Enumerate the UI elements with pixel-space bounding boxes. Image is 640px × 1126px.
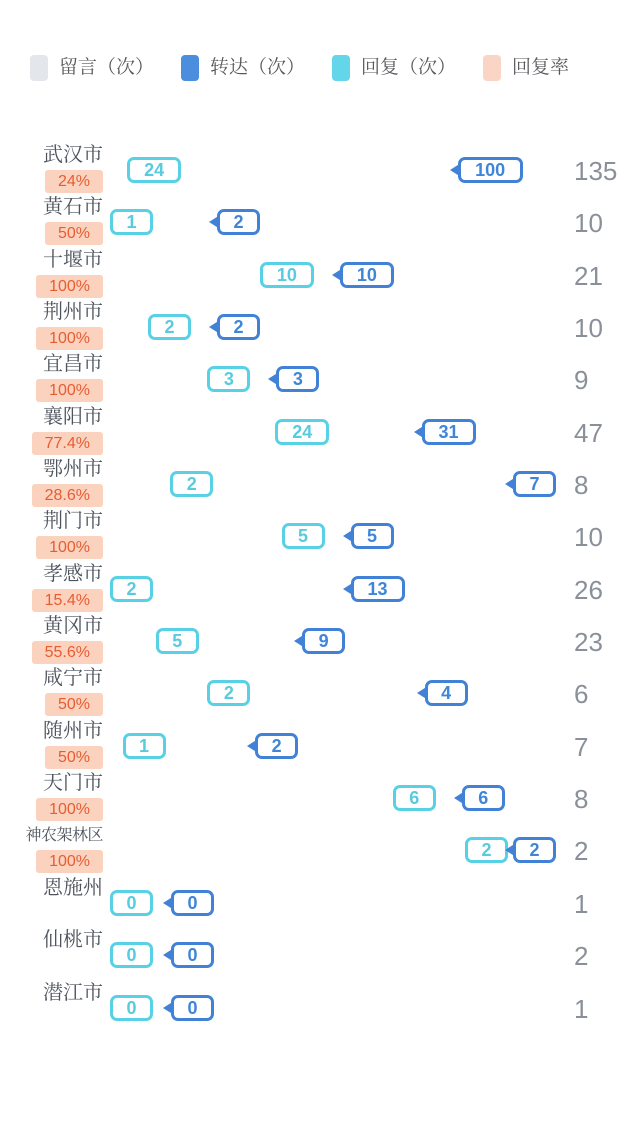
forwarded-value-box: [217, 314, 260, 340]
reply-rate-badge: 50%: [45, 222, 103, 245]
total-count: 1: [574, 993, 589, 1024]
city-label: 随州市: [43, 719, 103, 742]
legend-swatch-icon: [332, 55, 350, 81]
legend-label: 回复（次）: [361, 57, 457, 78]
city-label: 荆州市: [43, 301, 103, 324]
bar-track[interactable]: [110, 363, 570, 399]
city-label: 鄂州市: [43, 458, 103, 481]
forwarded-value-box: [351, 576, 405, 602]
replies-value-box: 24: [127, 157, 181, 183]
chart-row: [0, 458, 640, 510]
bar-track[interactable]: [110, 416, 570, 452]
row-left-column: [0, 667, 103, 716]
arrow-left-icon: [450, 163, 461, 177]
city-label: 神农架林区: [25, 827, 103, 845]
row-left-column: [0, 824, 103, 873]
bar-track[interactable]: [110, 782, 570, 818]
arrow-left-icon: [163, 948, 174, 962]
replies-value-box: 5: [282, 523, 325, 549]
chart-row: [0, 406, 640, 458]
arrow-left-icon: [505, 477, 516, 491]
chart-row: [0, 877, 640, 929]
reply-rate-badge: 15.4%: [32, 589, 103, 612]
forwarded-value-box: [171, 890, 214, 916]
forwarded-value: 6: [478, 788, 489, 809]
total-count: 23: [574, 627, 603, 658]
chart-row: [0, 667, 640, 719]
reply-rate-badge: 100%: [36, 379, 103, 402]
forwarded-value: 7: [529, 474, 540, 495]
row-left-column: [0, 563, 103, 612]
legend-swatch-icon: [483, 55, 501, 81]
reply-rate-badge: 28.6%: [32, 484, 103, 507]
bar-track[interactable]: [110, 154, 570, 190]
replies-value-box: 2: [148, 314, 191, 340]
bar-track[interactable]: [110, 625, 570, 661]
arrow-left-icon: [343, 529, 354, 543]
replies-value-box: 3: [207, 366, 250, 392]
replies-value-box: 24: [275, 419, 329, 445]
chart-row: [0, 772, 640, 824]
bar-track[interactable]: [110, 206, 570, 242]
arrow-left-icon: [209, 215, 220, 229]
forwarded-value-box: [276, 366, 319, 392]
reply-rate-badge: 55.6%: [32, 641, 103, 664]
total-count: 26: [574, 574, 603, 605]
row-left-column: [0, 615, 103, 664]
forwarded-value: 2: [233, 317, 244, 338]
reply-rate-badge: 100%: [36, 536, 103, 559]
city-label: 天门市: [43, 772, 103, 795]
total-count: 10: [574, 522, 603, 553]
arrow-left-icon: [505, 843, 516, 857]
replies-value-box: 0: [110, 995, 153, 1021]
replies-value-box: 5: [156, 628, 199, 654]
forwarded-value: 9: [318, 631, 329, 652]
city-label: 咸宁市: [43, 667, 103, 690]
legend-item-reply-rate[interactable]: [483, 55, 569, 81]
bar-track[interactable]: [110, 887, 570, 923]
forwarded-value-box: [171, 942, 214, 968]
forwarded-value-box: [513, 471, 556, 497]
reply-rate-badge: 50%: [45, 693, 103, 716]
city-label: 孝感市: [43, 562, 103, 585]
city-label: 仙桃市: [43, 929, 103, 952]
city-label: 武汉市: [43, 144, 103, 166]
total-count: 8: [574, 784, 589, 815]
total-count: 2: [574, 941, 589, 972]
chart-legend: [30, 55, 596, 81]
reply-rate-badge: 100%: [36, 275, 103, 298]
chart-row: [0, 563, 640, 615]
reply-rate-badge: 100%: [36, 798, 103, 821]
arrow-left-icon: [414, 425, 425, 439]
forwarded-value: 3: [292, 369, 303, 390]
chart-row: [0, 720, 640, 772]
row-left-column: [0, 144, 103, 193]
replies-value-box: 1: [123, 733, 166, 759]
row-left-column: [0, 510, 103, 559]
chart-row: [0, 929, 640, 981]
chart-row: [0, 249, 640, 301]
reply-rate-badge: 100%: [36, 327, 103, 350]
forwarded-value: 0: [187, 997, 198, 1018]
forwarded-value: 2: [233, 212, 244, 233]
total-count: 2: [574, 836, 589, 867]
total-count: 135: [574, 156, 618, 186]
replies-value-box: 2: [207, 680, 250, 706]
chart-row: [0, 144, 640, 196]
chart-rows: [0, 144, 640, 1034]
row-left-column: [0, 406, 103, 455]
total-count: 1: [574, 888, 589, 919]
bar-track[interactable]: [110, 834, 570, 870]
total-count: 10: [574, 208, 603, 239]
replies-value-box: 0: [110, 890, 153, 916]
bar-track[interactable]: [110, 939, 570, 975]
row-left-column: [0, 458, 103, 507]
bar-track[interactable]: [110, 520, 570, 556]
city-label: 襄阳市: [43, 405, 103, 428]
legend-item-replies[interactable]: [332, 55, 456, 81]
forwarded-value-box: [171, 995, 214, 1021]
arrow-left-icon: [294, 634, 305, 648]
row-left-column: [0, 982, 103, 1005]
row-left-column: [0, 720, 103, 769]
legend-swatch-icon: [181, 55, 199, 81]
forwarded-value-box: [422, 419, 476, 445]
chart-row: [0, 301, 640, 353]
arrow-left-icon: [343, 582, 354, 596]
reply-rate-badge: 50%: [45, 746, 103, 769]
total-count: 21: [574, 260, 603, 291]
total-count: 7: [574, 731, 589, 762]
legend-label: 留言（次）: [59, 57, 155, 78]
bar-track[interactable]: [110, 311, 570, 347]
bar-track[interactable]: [110, 259, 570, 295]
chart-row: [0, 353, 640, 405]
legend-item-messages[interactable]: [30, 55, 154, 81]
city-label: 荆门市: [43, 510, 103, 533]
row-left-column: [0, 249, 103, 298]
city-label: 宜昌市: [43, 353, 103, 376]
forwarded-value: 2: [271, 735, 282, 756]
forwarded-value: 10: [356, 264, 377, 285]
bar-track[interactable]: [110, 730, 570, 766]
replies-value-box: 2: [170, 471, 213, 497]
row-left-column: [0, 196, 103, 245]
legend-label: 回复率: [512, 57, 570, 78]
replies-value-box: 0: [110, 942, 153, 968]
bar-track[interactable]: [110, 677, 570, 713]
row-left-column: [0, 772, 103, 821]
bar-track[interactable]: [110, 573, 570, 609]
reply-rate-badge: 100%: [36, 850, 103, 873]
reply-rate-badge: 24%: [45, 170, 103, 193]
row-left-column: [0, 301, 103, 350]
bar-track[interactable]: [110, 468, 570, 504]
legend-swatch-icon: [30, 55, 48, 81]
arrow-left-icon: [163, 1001, 174, 1015]
forwarded-value: 4: [441, 683, 452, 704]
forwarded-value: 0: [187, 945, 198, 966]
forwarded-value-box: [217, 209, 260, 235]
forwarded-value-box: [340, 262, 394, 288]
bar-track[interactable]: [110, 992, 570, 1028]
chart-row: [0, 982, 640, 1034]
arrow-left-icon: [417, 686, 428, 700]
forwarded-value-box: [351, 523, 394, 549]
forwarded-value-box: [458, 157, 523, 183]
chart-row: [0, 824, 640, 876]
replies-value-box: 6: [393, 785, 436, 811]
total-count: 47: [574, 417, 603, 448]
arrow-left-icon: [209, 320, 220, 334]
row-left-column: [0, 877, 103, 900]
replies-value-box: 2: [110, 576, 153, 602]
replies-value-box: 10: [260, 262, 314, 288]
replies-value-box: 2: [465, 837, 508, 863]
city-label: 黄石市: [43, 196, 103, 219]
chart-row: [0, 196, 640, 248]
total-count: 10: [574, 313, 603, 344]
city-label: 潜江市: [43, 981, 103, 1004]
legend-label: 转达（次）: [210, 57, 306, 78]
total-count: 6: [574, 679, 589, 710]
row-left-column: [0, 929, 103, 952]
arrow-left-icon: [268, 372, 279, 386]
chart-row: [0, 615, 640, 667]
forwarded-value: 2: [529, 840, 540, 861]
forwarded-value: 100: [475, 160, 506, 180]
total-count: 8: [574, 470, 589, 501]
forwarded-value: 5: [366, 526, 377, 547]
forwarded-value-box: [425, 680, 468, 706]
arrow-left-icon: [247, 739, 258, 753]
chart-row: [0, 510, 640, 562]
forwarded-value: 31: [438, 421, 459, 442]
forwarded-value-box: [513, 837, 556, 863]
city-label: 黄冈市: [43, 615, 103, 638]
forwarded-value-box: [462, 785, 505, 811]
reply-rate-badge: 77.4%: [32, 432, 103, 455]
arrow-left-icon: [332, 268, 343, 282]
total-count: 9: [574, 365, 589, 396]
replies-value-box: 1: [110, 209, 153, 235]
arrow-left-icon: [454, 791, 465, 805]
city-label: 十堰市: [43, 248, 103, 271]
forwarded-value-box: [302, 628, 345, 654]
forwarded-value-box: [255, 733, 298, 759]
forwarded-value: 0: [187, 892, 198, 913]
forwarded-value: 13: [367, 578, 388, 599]
legend-item-forwarded[interactable]: [181, 55, 305, 81]
arrow-left-icon: [163, 896, 174, 910]
row-left-column: [0, 353, 103, 402]
city-label: 恩施州: [43, 876, 103, 899]
